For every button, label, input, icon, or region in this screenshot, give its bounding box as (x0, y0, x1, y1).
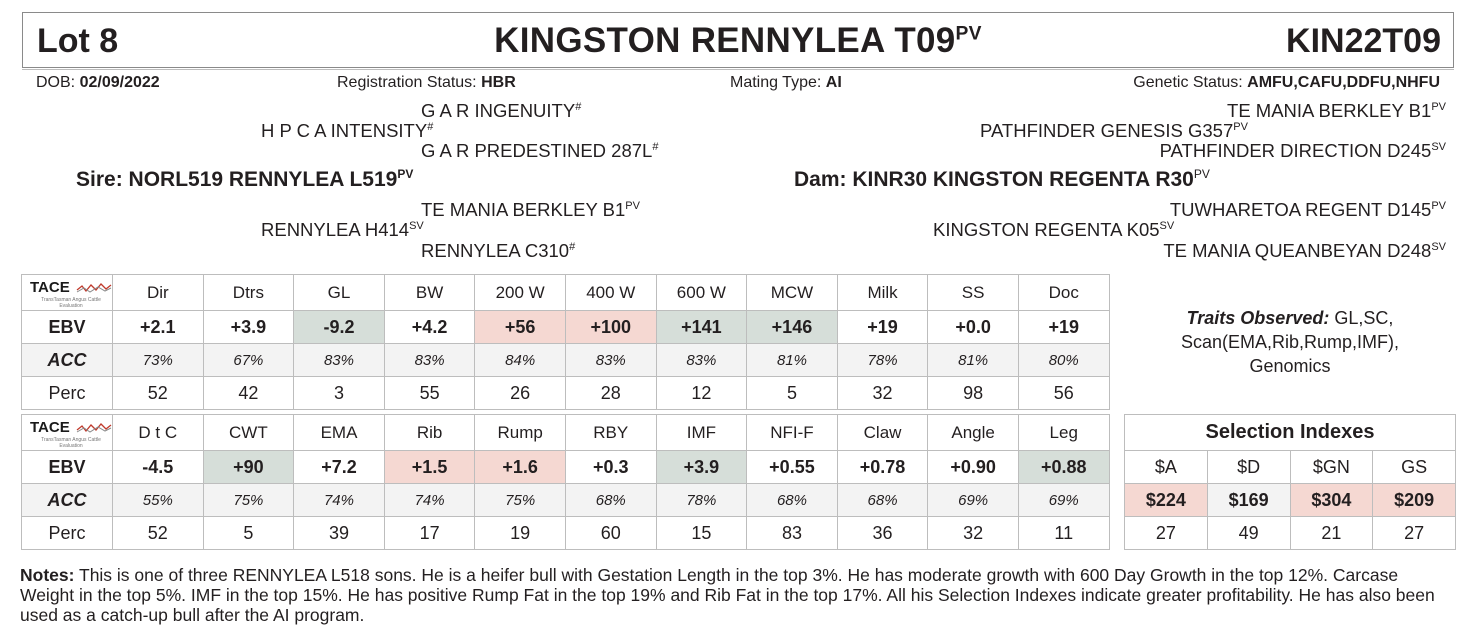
perc-row: Perc 52 5 39 17 19 60 15 83 36 32 11 (22, 517, 1110, 550)
notes-label: Notes: (20, 565, 75, 585)
ebv-value: +1.5 (384, 451, 475, 484)
registration-info (337, 74, 516, 92)
selection-header: GS (1373, 451, 1456, 484)
ebv-value: +0.3 (565, 451, 656, 484)
selection-perc-row (1125, 517, 1456, 550)
acc-value: 83% (565, 344, 656, 377)
tace-logo: TACE TransTasman Angus Cattle Evaluation (22, 275, 113, 311)
acc-value: 78% (837, 344, 928, 377)
selection-header-row (1125, 451, 1456, 484)
perc-value: 3 (294, 377, 385, 410)
tace-wave-icon (76, 282, 112, 294)
dam-sire-sire: TE MANIA BERKLEY $B1^{PV}$ (1227, 100, 1446, 121)
trait-header: CWT (203, 415, 294, 451)
selection-perc: 49 (1207, 517, 1290, 550)
perc-value: 32 (928, 517, 1019, 550)
genetic-value: AMFU,CAFU,DDFU,NHFU (1247, 74, 1440, 91)
ebv-value: +90 (203, 451, 294, 484)
animal-ident: KIN22T09 (1286, 22, 1441, 60)
acc-value: 55% (113, 484, 204, 517)
ebv-value: +146 (747, 311, 838, 344)
acc-value: 83% (384, 344, 475, 377)
dam-dam-dam: TE MANIA QUEANBEYAN $D248^{SV}$ (1163, 240, 1446, 261)
perc-value: 83 (747, 517, 838, 550)
perc-value: 17 (384, 517, 475, 550)
selection-indexes-title: Selection Indexes (1125, 415, 1456, 451)
perc-value: 36 (837, 517, 928, 550)
animal-name-text: KINGSTON RENNYLEA T09 (494, 21, 956, 60)
trait-header: GL (294, 275, 385, 311)
acc-value: 81% (747, 344, 838, 377)
trait-header: BW (384, 275, 475, 311)
perc-value: 5 (203, 517, 294, 550)
trait-header: Milk (837, 275, 928, 311)
sire-dam-sire: TE MANIA BERKLEY $B1^{PV}$ (421, 199, 640, 220)
animal-name-suffix: PV (955, 23, 982, 45)
perc-value: 15 (656, 517, 747, 550)
perc-value: 42 (203, 377, 294, 410)
ebv-value: -4.5 (113, 451, 204, 484)
selection-value: $304 (1290, 484, 1373, 517)
trait-header: Leg (1018, 415, 1109, 451)
ebv-value: +0.78 (837, 451, 928, 484)
sire-sire-dam: G A R PREDESTINED 287L# (421, 140, 659, 161)
ebv-value: +141 (656, 311, 747, 344)
tace-wave-icon (76, 422, 112, 434)
selection-indexes-table (1124, 414, 1456, 550)
dob-label: DOB: (36, 74, 76, 91)
trait-header: D t C (113, 415, 204, 451)
sire-sire: H P C A INTENSITY# (261, 120, 434, 141)
selection-perc: 27 (1125, 517, 1208, 550)
dam-dam: KINGSTON REGENTA $K05^{SV}$ (933, 219, 1175, 240)
selection-perc: 21 (1290, 517, 1373, 550)
perc-value: 56 (1018, 377, 1109, 410)
ebv-value: +19 (1018, 311, 1109, 344)
acc-row: ACC 55% 75% 74% 74% 75% 68% 78% 68% 68% 69% 69% (22, 484, 1110, 517)
table-header-row (22, 415, 1110, 451)
perc-value: 60 (565, 517, 656, 550)
acc-value: 68% (837, 484, 928, 517)
ebv-value: +100 (565, 311, 656, 344)
genetic-info (1133, 74, 1440, 92)
perc-value: 32 (837, 377, 928, 410)
trait-header: EMA (294, 415, 385, 451)
genetic-label: Genetic Status: (1133, 74, 1243, 91)
sire-sire-sire: G A R INGENUITY# (421, 100, 582, 121)
sire-dam: RENNYLEA $H414^{SV}$ (261, 219, 424, 240)
perc-value: 39 (294, 517, 385, 550)
ebv-value: +2.1 (113, 311, 204, 344)
ebv-row: EBV -4.5 +90 +7.2 +1.5 +1.6 +0.3 +3.9 +0.55 +0.78 +0.90 +0.88 (22, 451, 1110, 484)
perc-value: 19 (475, 517, 566, 550)
trait-header: Dir (113, 275, 204, 311)
acc-value: 73% (113, 344, 204, 377)
trait-header: Rump (475, 415, 566, 451)
acc-value: 80% (1018, 344, 1109, 377)
trait-header: Angle (928, 415, 1019, 451)
table-header-row (22, 275, 1110, 311)
perc-value: 52 (113, 377, 204, 410)
perc-value: 12 (656, 377, 747, 410)
dob-info (36, 74, 160, 92)
acc-value: 69% (928, 484, 1019, 517)
selection-value: $224 (1125, 484, 1208, 517)
perc-value: 52 (113, 517, 204, 550)
sire: Sire: NORL519 RENNYLEA $L519^{PV}$ (76, 167, 414, 191)
sire-dam-dam: RENNYLEA C310# (421, 240, 576, 261)
registration-value: HBR (481, 74, 516, 91)
notes-text: This is one of three RENNYLEA L518 sons. He is a heifer bull with Gestation Length in the top 3%. He has moderate growth with 600 Day Growth in the top 12%. Carcase Weight in the top 5%. IMF in the top 15%. He has positive Rump Fat in the top 19% and Rib Fat in the top 17%. All his Selection Indexes indicate greater profitability. He has also been used as a catch-up bull after the AI program. (20, 565, 1435, 625)
acc-value: 74% (294, 484, 385, 517)
ebv-table-carcase (21, 414, 1110, 550)
traits-label: Traits Observed: (1186, 308, 1330, 328)
acc-value: 74% (384, 484, 475, 517)
ebv-table-growth (21, 274, 1110, 410)
ebv-value: +56 (475, 311, 566, 344)
acc-value: 81% (928, 344, 1019, 377)
ebv-value: +0.88 (1018, 451, 1109, 484)
trait-header: NFI-F (747, 415, 838, 451)
ebv-value: -9.2 (294, 311, 385, 344)
trait-header: RBY (565, 415, 656, 451)
dam: Dam: KINR30 KINGSTON REGENTA $R30^{PV}$ (794, 167, 1210, 191)
acc-value: 67% (203, 344, 294, 377)
registration-label: Registration Status: (337, 74, 477, 91)
acc-row: ACC 73% 67% 83% 83% 84% 83% 83% 81% 78% 81% 80% (22, 344, 1110, 377)
selection-header: $D (1207, 451, 1290, 484)
selection-header: $A (1125, 451, 1208, 484)
acc-value: 84% (475, 344, 566, 377)
ebv-value: +1.6 (475, 451, 566, 484)
tace-logo: TACE TransTasman Angus Cattle Evaluation (22, 415, 113, 451)
acc-value: 75% (475, 484, 566, 517)
selection-values-row (1125, 484, 1456, 517)
trait-header: Doc (1018, 275, 1109, 311)
lot-number: Lot 8 (37, 22, 119, 60)
acc-value: 83% (656, 344, 747, 377)
lot-header (22, 12, 1454, 68)
acc-value: 68% (565, 484, 656, 517)
ebv-value: +19 (837, 311, 928, 344)
trait-header: 400 W (565, 275, 656, 311)
perc-value: 11 (1018, 517, 1109, 550)
dob-value: 02/09/2022 (79, 74, 160, 91)
trait-header: MCW (747, 275, 838, 311)
perc-value: 28 (565, 377, 656, 410)
ebv-value: +4.2 (384, 311, 475, 344)
animal-name (23, 21, 1453, 61)
trait-header: 600 W (656, 275, 747, 311)
acc-value: 68% (747, 484, 838, 517)
trait-header: IMF (656, 415, 747, 451)
perc-value: 98 (928, 377, 1019, 410)
dam-sire-dam: PATHFINDER DIRECTION $D245^{SV}$ (1159, 140, 1446, 161)
traits-observed (1120, 306, 1460, 378)
notes (20, 565, 1450, 625)
traits-line1: GL,SC, (1334, 308, 1394, 328)
perc-row: Perc 52 42 3 55 26 28 12 5 32 98 56 (22, 377, 1110, 410)
dam-sire: PATHFINDER GENESIS $G357^{PV}$ (980, 120, 1248, 141)
mating-value: AI (825, 74, 842, 91)
ebv-value: +0.0 (928, 311, 1019, 344)
selection-value: $209 (1373, 484, 1456, 517)
traits-line2: Scan(EMA,Rib,Rump,IMF), (1180, 332, 1400, 352)
acc-value: 75% (203, 484, 294, 517)
ebv-value: +0.55 (747, 451, 838, 484)
selection-value: $169 (1207, 484, 1290, 517)
selection-perc: 27 (1373, 517, 1456, 550)
trait-header: SS (928, 275, 1019, 311)
trait-header: 200 W (475, 275, 566, 311)
trait-header: Dtrs (203, 275, 294, 311)
trait-header: Rib (384, 415, 475, 451)
perc-value: 26 (475, 377, 566, 410)
dam-dam-sire: TUWHARETOA REGENT $D145^{PV}$ (1169, 199, 1446, 220)
acc-value: 69% (1018, 484, 1109, 517)
ebv-row: EBV +2.1 +3.9 -9.2 +4.2 +56 +100 +141 +146 +19 +0.0 +19 (22, 311, 1110, 344)
perc-value: 55 (384, 377, 475, 410)
trait-header: Claw (837, 415, 928, 451)
header-divider (22, 69, 1454, 70)
mating-info (730, 74, 842, 92)
selection-header: $GN (1290, 451, 1373, 484)
acc-value: 83% (294, 344, 385, 377)
mating-label: Mating Type: (730, 74, 822, 91)
perc-value: 5 (747, 377, 838, 410)
ebv-value: +7.2 (294, 451, 385, 484)
traits-line3: Genomics (1249, 356, 1331, 376)
ebv-value: +3.9 (203, 311, 294, 344)
acc-value: 78% (656, 484, 747, 517)
ebv-value: +3.9 (656, 451, 747, 484)
ebv-value: +0.90 (928, 451, 1019, 484)
